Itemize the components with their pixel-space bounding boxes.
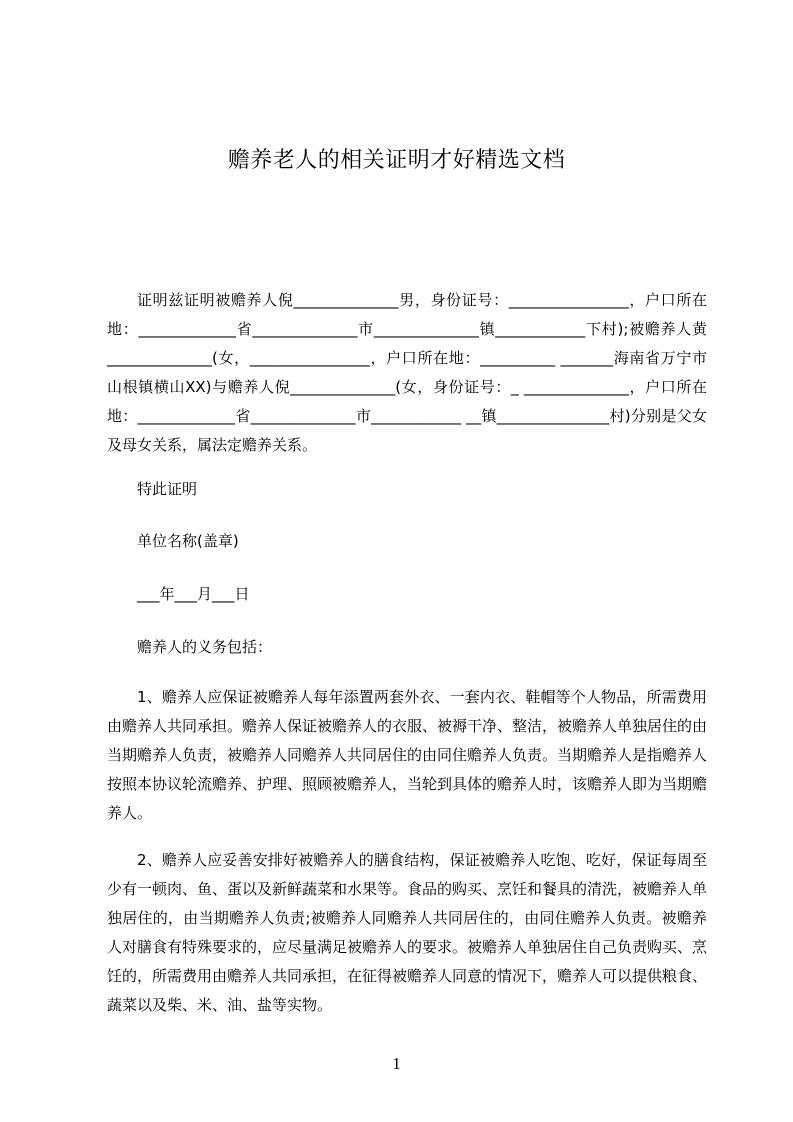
certificate-body: 证明兹证明被赡养人倪______________男，身份证号：________________，户口所在地：_____________省______________市______________镇____________下村);被赡养人黄______________(女，________________，户口所在地：__________ _______海南省万宁市山根镇横山XX)与赡养人倪______________(女，身份证号：_ ______________，户口所在地：_____________省______________市____________ __镇_______________村)分别是父女及母女关系，属法定赡养关系。 <box>107 291 707 454</box>
unit-name-seal: 单位名称(盖章) <box>137 532 239 550</box>
obligation-1: 1、赡养人应保证被赡养人每年添置两套外衣、一套内衣、鞋帽等个人物品，所需费用由赡养人共同承担。赡养人保证被赡养人的衣服、被褥干净、整洁，被赡养人单独居住的由当期赡养人负责，被赡养人同赡养人共同居住的由同住赡养人负责。当期赡养人是指赡养人按照本协议轮流赡养、护理、照顾被赡养人，当轮到具体的赡养人时，该赡养人即为当期赡养人。 <box>107 688 708 822</box>
document-title: 赡养老人的相关证明才好精选文档 <box>227 148 566 173</box>
obligations-heading: 赡养人的义务包括： <box>137 638 273 656</box>
special-proof-text: 特此证明 <box>137 480 198 498</box>
page-number: 1 <box>392 1054 401 1073</box>
obligation-2: 2、赡养人应妥善安排好被赡养人的膳食结构，保证被赡养人吃饱、吃好，保证每周至少有一顿肉、鱼、蛋以及新鲜蔬菜和水果等。食品的购买、烹饪和餐具的清洗，被赡养人单独居住的，由当期赡养人负责;被赡养人同赡养人共同居住的，由同住赡养人负责。被赡养人对膳食有特殊要求的，应尽量满足被赡养人的要求。被赡养人单独居住自己负责购买、烹饪的，所需费用由赡养人共同承担，在征得被赡养人同意的情况下，赡养人可以提供粮食、蔬菜以及柴、米、油、盐等实物。 <box>107 851 708 1014</box>
date-line: ___年___月___日 <box>137 585 250 603</box>
